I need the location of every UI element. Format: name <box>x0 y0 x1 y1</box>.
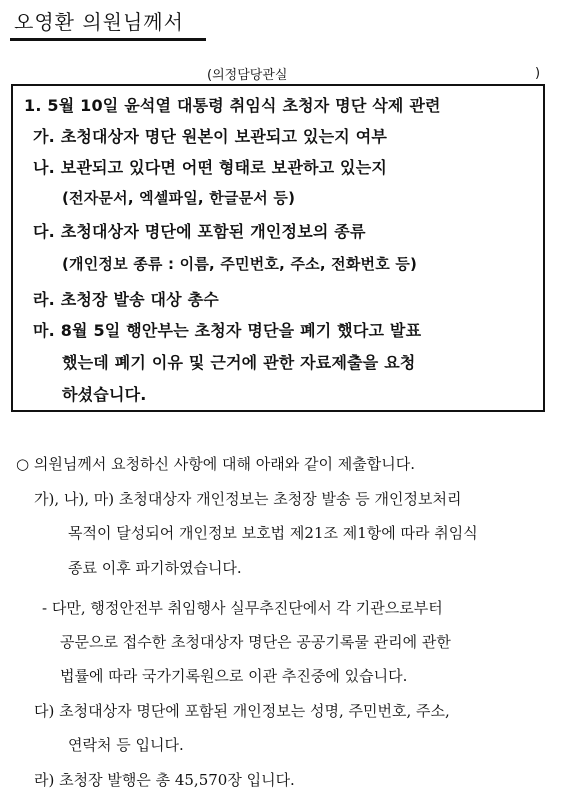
request-item-ra: 라. 초청장 발송 대상 총수 <box>33 290 219 309</box>
title-underline <box>10 38 206 41</box>
request-item-na-detail: (전자문서, 엑셀파일, 한글문서 등) <box>62 189 296 207</box>
response-note-end: 법률에 따라 국가기록원으로 이관 추진중에 있습니다. <box>60 667 408 685</box>
response-da: 다) 초청대상자 명단에 포함된 개인정보는 성명, 주민번호, 주소, <box>34 702 450 720</box>
document-title: 오영환 의원님께서 <box>14 10 184 34</box>
response-intro: ○ 의원님께서 요청하신 사항에 대해 아래와 같이 제출합니다. <box>16 455 415 473</box>
request-item-heading: 1. 5월 10일 윤석열 대통령 취임식 초청자 명단 삭제 관련 <box>24 96 441 115</box>
request-item-da-detail: (개인정보 종류 : 이름, 주민번호, 주소, 전화번호 등) <box>62 255 418 273</box>
response-ga-na-ma-end: 종료 이후 파기하였습니다. <box>68 559 242 577</box>
department-close-paren: ) <box>535 66 541 81</box>
request-item-na: 나. 보관되고 있다면 어떤 형태로 보관하고 있는지 <box>33 158 388 177</box>
request-item-da: 다. 초청대상자 명단에 포함된 개인정보의 종류 <box>33 222 366 241</box>
request-item-ma: 마. 8월 5일 행안부는 초청자 명단을 폐기 했다고 발표 <box>33 321 422 340</box>
request-item-ga: 가. 초청대상자 명단 원본이 보관되고 있는지 여부 <box>33 127 388 146</box>
response-ga-na-ma: 가), 나), 마) 초청대상자 개인정보는 초청장 발송 등 개인정보처리 <box>34 490 462 508</box>
request-item-ma-end: 하셨습니다. <box>62 385 147 404</box>
request-item-ma-cont: 했는데 폐기 이유 및 근거에 관한 자료제출을 요청 <box>62 353 416 372</box>
response-note-cont: 공문으로 접수한 초청대상자 명단은 공공기록물 관리에 관한 <box>60 633 451 651</box>
department-label: (의정담당관실 <box>207 68 288 83</box>
response-ga-na-ma-cont: 목적이 달성되어 개인정보 보호법 제21조 제1항에 따라 취임식 <box>68 524 478 542</box>
response-da-cont: 연락처 등 입니다. <box>68 736 184 754</box>
response-ra: 라) 초청장 발행은 총 45,570장 입니다. <box>34 771 295 789</box>
response-note: - 다만, 행정안전부 취임행사 실무추진단에서 각 기관으로부터 <box>42 599 443 617</box>
